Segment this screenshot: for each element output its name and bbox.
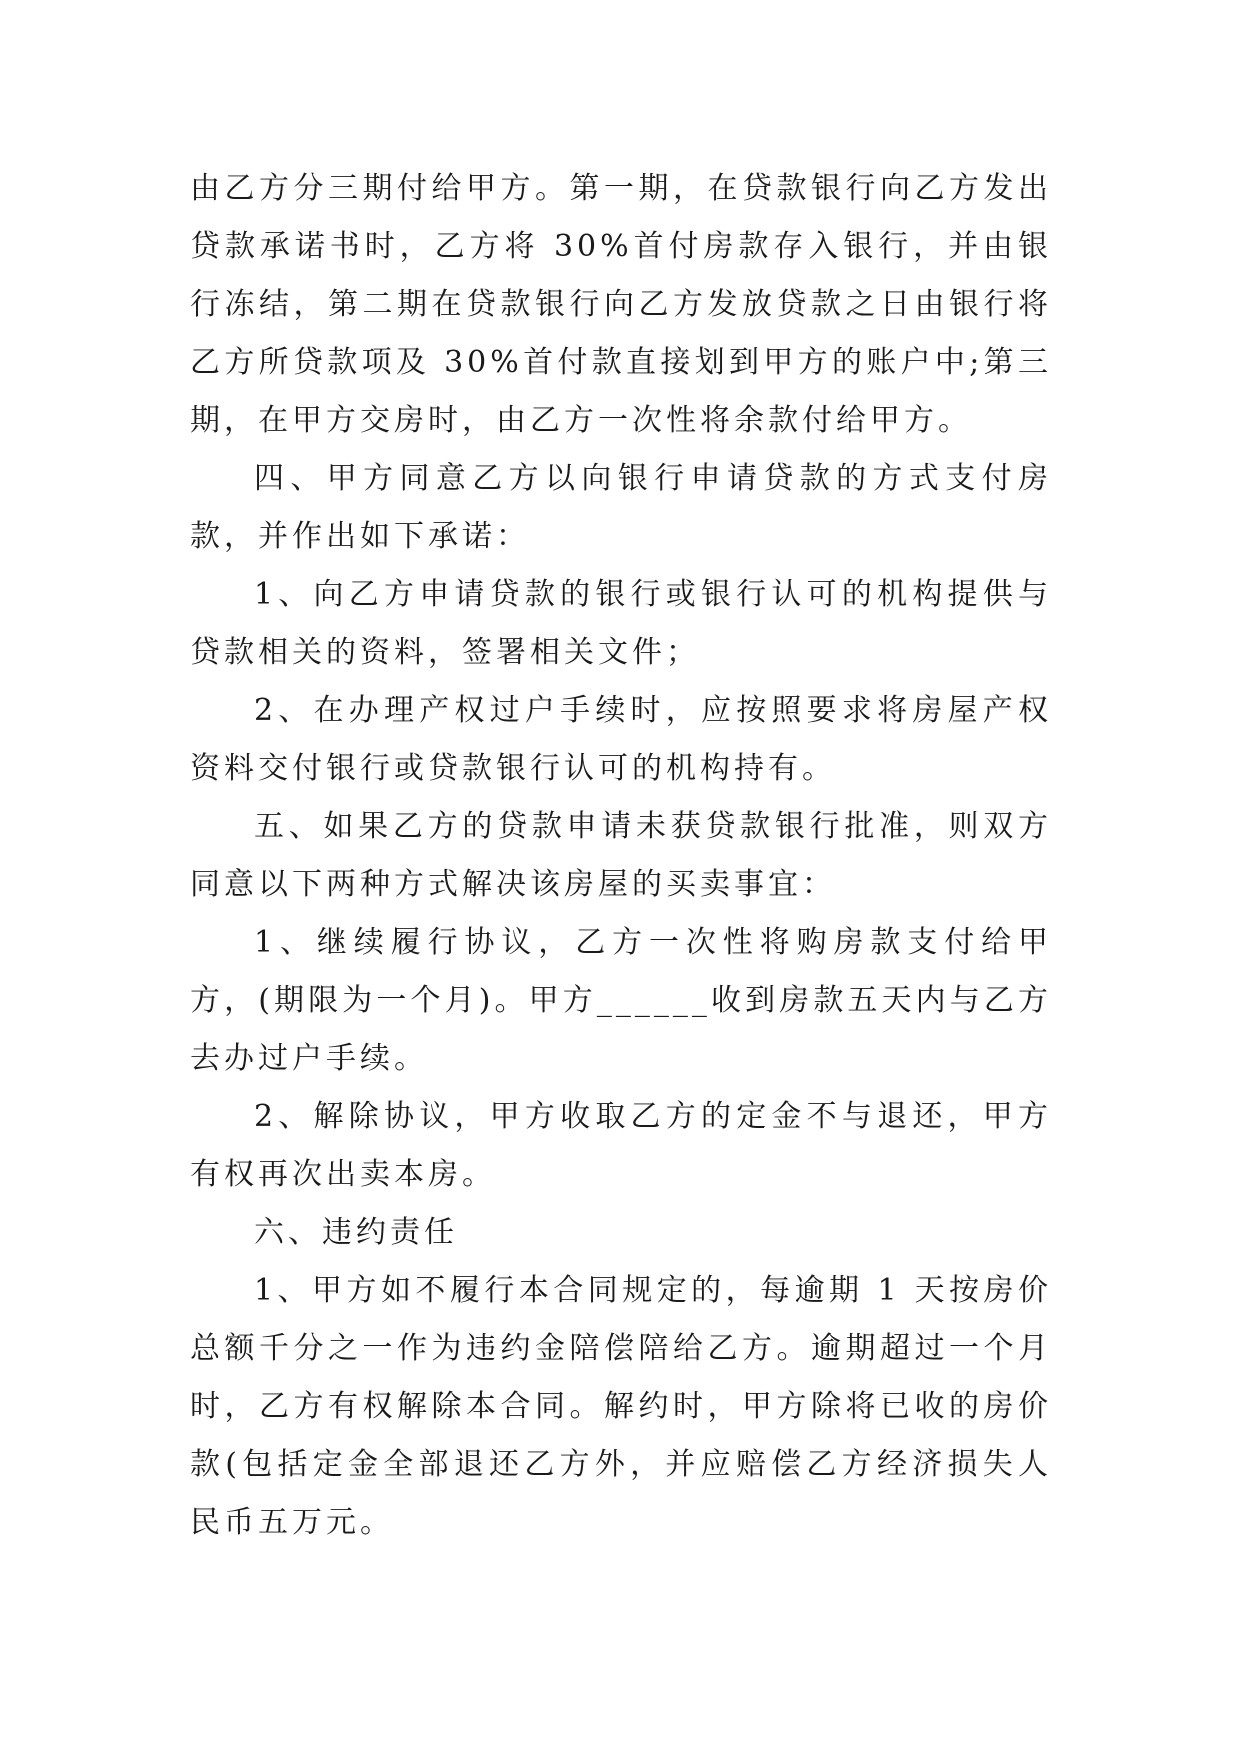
paragraph-section-five: 五、如果乙方的贷款申请未获贷款银行批准，则双方同意以下两种方式解决该房屋的买卖事宜： [190,809,1052,902]
paragraph-section-five-item-2: 2、解除协议，甲方收取乙方的定金不与退还，甲方有权再次出卖本房。 [190,1099,1052,1192]
paragraph-payment-installments: 由乙方分三期付给甲方。第一期，在贷款银行向乙方发出贷款承诺书时，乙方将 30%首付房款存入银行，并由银行冻结，第二期在贷款银行向乙方发放贷款之日由银行将乙方所贷款项及 30%首付款直接划到甲方的账户中;第三期，在甲方交房时，由乙方一次性将余款付给甲方。 [190,171,1052,438]
paragraph-section-four-item-2: 2、在办理产权过户手续时，应按照要求将房屋产权资料交付银行或贷款银行认可的机构持有。 [190,693,1052,786]
document-body [190,160,1052,1552]
paragraph-section-four-item-1: 1、向乙方申请贷款的银行或银行认可的机构提供与贷款相关的资料，签署相关文件； [190,577,1052,670]
heading-section-six: 六、违约责任 [254,1215,458,1250]
paragraph-section-five-item-1: 1、继续履行协议，乙方一次性将购房款支付给甲方，(期限为一个月)。甲方______收到房款五天内与乙方去办过户手续。 [190,925,1052,1076]
paragraph-section-six-item-1: 1、甲方如不履行本合同规定的，每逾期 1 天按房价总额千分之一作为违约金陪偿陪给乙方。逾期超过一个月时，乙方有权解除本合同。解约时，甲方除将已收的房价款(包括定金全部退还乙方外，并应赔偿乙方经济损失人民币五万元。 [190,1273,1052,1540]
paragraph-section-four: 四、甲方同意乙方以向银行申请贷款的方式支付房款，并作出如下承诺： [190,461,1052,554]
